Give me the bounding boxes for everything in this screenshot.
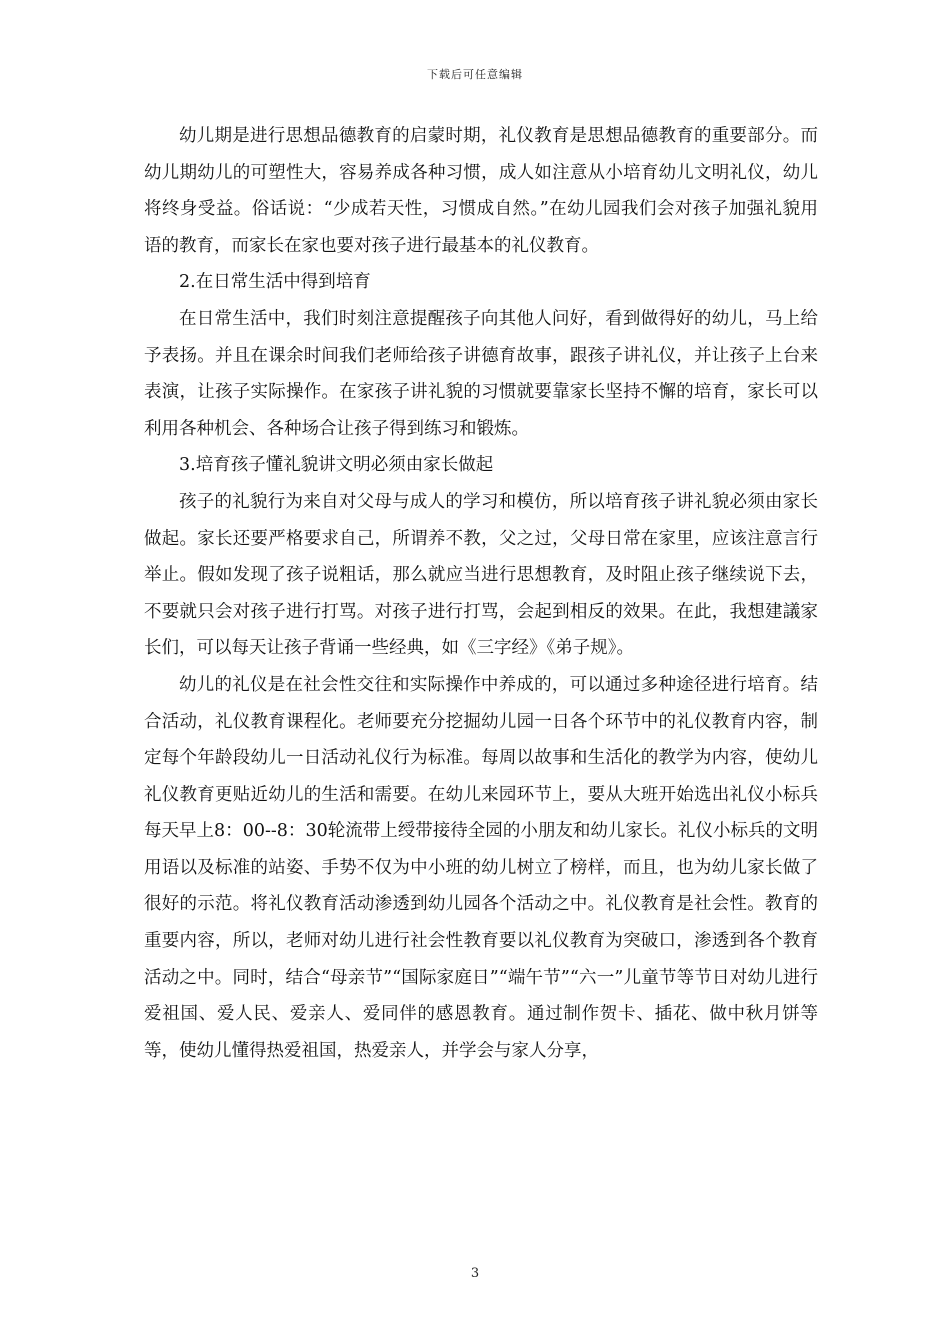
- paragraph-intro: 幼儿期是进行思想品德教育的启蒙时期，礼仪教育是思想品德教育的重要部分。而幼儿期幼儿的可塑性大，容易养成各种习惯，成人如注意从小培育幼儿文明礼仪，幼儿将终身受益。俗话说：“少成若天性，习惯成自然。”在幼儿园我们会对孩子加强礼貌用语的教育，而家长在家也要对孩子进行最基本的礼仪教育。: [144, 126, 818, 256]
- paragraph-daily-life: 在日常生活中，我们时刻注意提醒孩子向其他人问好，看到做得好的幼儿，马上给予表扬。并且在课余时间我们老师给孩子讲德育故事，跟孩子讲礼仪，并让孩子上台来表演，让孩子实际操作。在家孩子讲礼貌的习惯就要靠家长坚持不懈的培育，家长可以利用各种机会、各种场合让孩子得到练习和锻炼。: [144, 308, 818, 439]
- document-body: [144, 118, 818, 1069]
- section-heading-3: 3.培育孩子懂礼貌讲文明必须由家长做起: [179, 455, 494, 476]
- paragraph-activities: 幼儿的礼仪是在社会性交往和实际操作中养成的，可以通过多种途径进行培育。结合活动，礼仪教育课程化。老师要充分挖掘幼儿园一日各个环节中的礼仪教育内容，制定每个年龄段幼儿一日活动礼仪行为标准。每周以故事和生活化的教学为内容，使幼儿礼仪教育更贴近幼儿的生活和需要。在幼儿来园环节上，要从大班开始选出礼仪小标兵每天早上8：00--8：30轮流带上绶带接待全园的小朋友和幼儿家长。礼仪小标兵的文明用语以及标准的站姿、手势不仅为中小班的幼儿树立了榜样，而且，也为幼儿家长做了很好的示范。将礼仪教育活动渗透到幼儿园各个活动之中。礼仪教育是社会性。教育的重要内容，所以，老师对幼儿进行社会性教育要以礼仪教育为突破口，渗透到各个教育活动之中。同时，结合“母亲节”“国际家庭日”“端午节”“六一”儿童节等节日对幼儿进行爱祖国、爱人民、爱亲人、爱同伴的感恩教育。通过制作贺卡、插花、做中秋月饼等等，使幼儿懂得热爱祖国，热爱亲人，并学会与家人分享，: [144, 674, 818, 1061]
- page-number: 3: [470, 1266, 480, 1281]
- section-heading-2: 2.在日常生活中得到培育: [179, 272, 371, 293]
- paragraph-parents: 孩子的礼貌行为来自对父母与成人的学习和模仿，所以培育孩子讲礼貌必须由家长做起。家长还要严格要求自己，所谓养不教，父之过，父母日常在家里，应该注意言行举止。假如发现了孩子说粗话，那么就应当进行思想教育，及时阻止孩子继续说下去，不要就只会对孩子进行打骂。对孩子进行打骂，会起到相反的效果。在此，我想建議家长们，可以每天让孩子背诵一些经典，如《三字经》《弟子规》。: [144, 491, 818, 659]
- page-header: 下载后可任意编辑: [427, 68, 523, 81]
